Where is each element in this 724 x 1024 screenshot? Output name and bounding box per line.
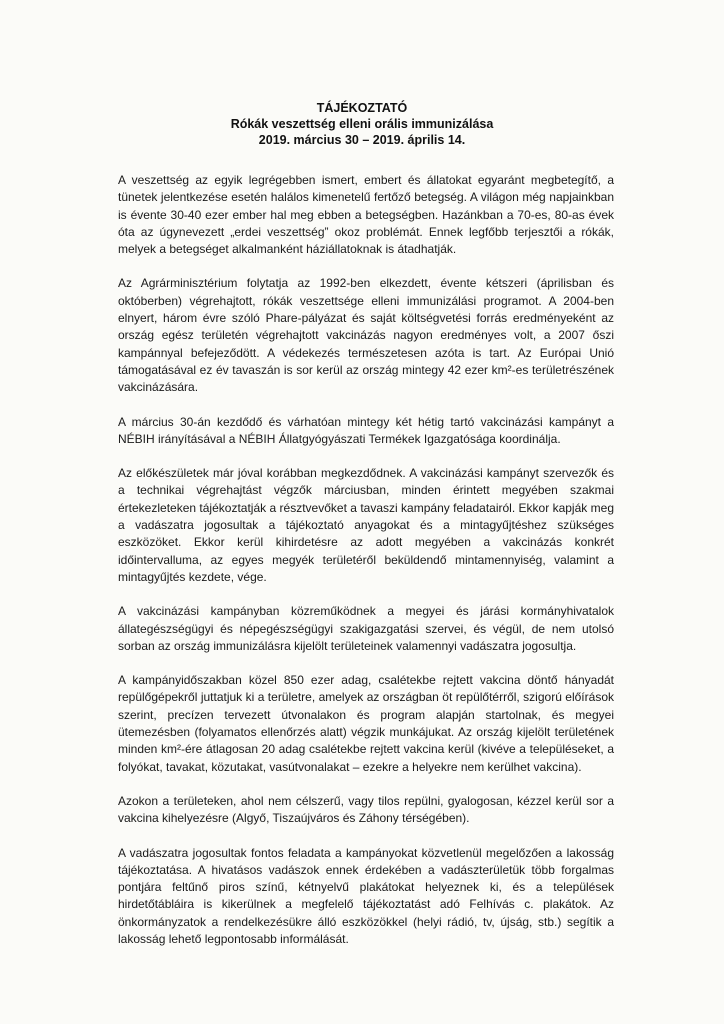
paragraph-6: A kampányidőszakban közel 850 ezer adag, csalétekbe rejtett vakcina döntő hányadát repülőgépekről juttatjuk ki a területre, amelyek az országban öt repülőtérről, szigorú előírások szerint, precízen tervezett útvonalakon és program alapján startolnak, és megyei ütemezésben (folyamatos ellenőrzés alatt) végzik munkájukat. Az ország kijelölt területének minden km²-ére átlagosan 20 adag csalétekbe rejtett vakcina kerül (kivéve a településeket, a folyókat, tavakat, közutakat, vasútvonalakat – ezekre a helyekre nem kerülhet vakcina). xyxy=(118,673,614,774)
paragraph-4: Az előkészületek már jóval korábban megkezdődnek. A vakcinázási kampányt szervezők és a technikai végrehajtást végzők márciusban, minden érintett megyében szakmai értekezleteken tájékoztatják a résztvevőket a tavaszi kampány feladatairól. Ekkor kapják meg a vadászatra jogosultak a tájékoztató anyagokat és a mintagyűjtéshez szükséges eszközöket. Ekkor kerül kihirdetésre az adott megyében a vakcinázás konkrét időintervalluma, az egyes megyék területéről beküldendő mintamennyiség, valamint a mintagyűjtés kezdete, vége. xyxy=(118,466,614,584)
paragraph-5: A vakcinázási kampányban közreműködnek a megyei és járási kormányhivatalok állategészségügyi és népegészségügyi szakigazgatási szervei, és végül, de nem utolsó sorban az ország immunizálásra kijelölt területeinek valamennyi vadászatra jogosultja. xyxy=(118,604,614,653)
document-subtitle: Rókák veszettség elleni orális immunizálása xyxy=(230,117,494,131)
document-body xyxy=(118,172,614,965)
document-header xyxy=(0,100,724,148)
paragraph-7: Azokon a területeken, ahol nem célszerű, vagy tilos repülni, gyalogosan, kézzel kerül sor a vakcina kihelyezésre (Algyő, Tiszaújváros és Záhony térségében). xyxy=(118,793,614,826)
paragraph-1: A veszettség az egyik legrégebben ismert, embert és állatokat egyaránt megbetegítő, a tünetek jelentkezése esetén halálos kimenetelű fertőző betegség. A világon még napjainkban is évente 30-40 ezer ember hal meg ebben a betegségben. Hazánkban a 70-es, 80-as évek óta az úgynevezett „erdei veszettség” okoz problémát. Ennek legfőbb terjesztői a rókák, melyek a betegséget alkalmanként háziállatoknak is átadhatják. xyxy=(118,173,614,257)
paragraph-3: A március 30-án kezdődő és várhatóan mintegy két hétig tartó vakcinázási kampányt a NÉBIH irányításával a NÉBIH Állatgyógyászati Termékek Igazgatósága koordinálja. xyxy=(118,414,614,446)
paragraph-2: Az Agrárminisztérium folytatja az 1992-ben elkezdett, évente kétszeri (áprilisban és októberben) végrehajtott, rókák veszettsége elleni immunizálási programot. A 2004-ben elnyert, három évre szóló Phare-pályázat és saját költségvetési forrás eredményeként az ország egész területén végrehajtott vakcinázás nagyon eredményes volt, a 2007 őszi kampánnyal befejeződött. A védekezés természetesen azóta is tart. Az Európai Unió támogatásával ez év tavaszán is sor kerül az ország mintegy 42 ezer km²-es területrészének vakcinázására. xyxy=(118,276,614,395)
document-dates: 2019. március 30 – 2019. április 14. xyxy=(258,133,466,147)
paragraph-8: A vadászatra jogosultak fontos feladata a kampányokat közvetlenül megelőzően a lakosság tájékoztatása. A hivatásos vadászok ennek érdekében a vadászterületük több forgalmas pontjára feltűnő piros színű, kétnyelvű plakátokat helyeznek ki, és a települések hirdetőtábláira is kikerülnek a megfelelő tájékoztatást adó Felhívás c. plakátok. Az önkormányzatok a rendelkezésükre álló eszközökkel (helyi rádió, tv, újság, stb.) segítik a lakosság lehető legpontosabb informálását. xyxy=(118,845,614,946)
document-title: TÁJÉKOZTATÓ xyxy=(316,101,408,115)
